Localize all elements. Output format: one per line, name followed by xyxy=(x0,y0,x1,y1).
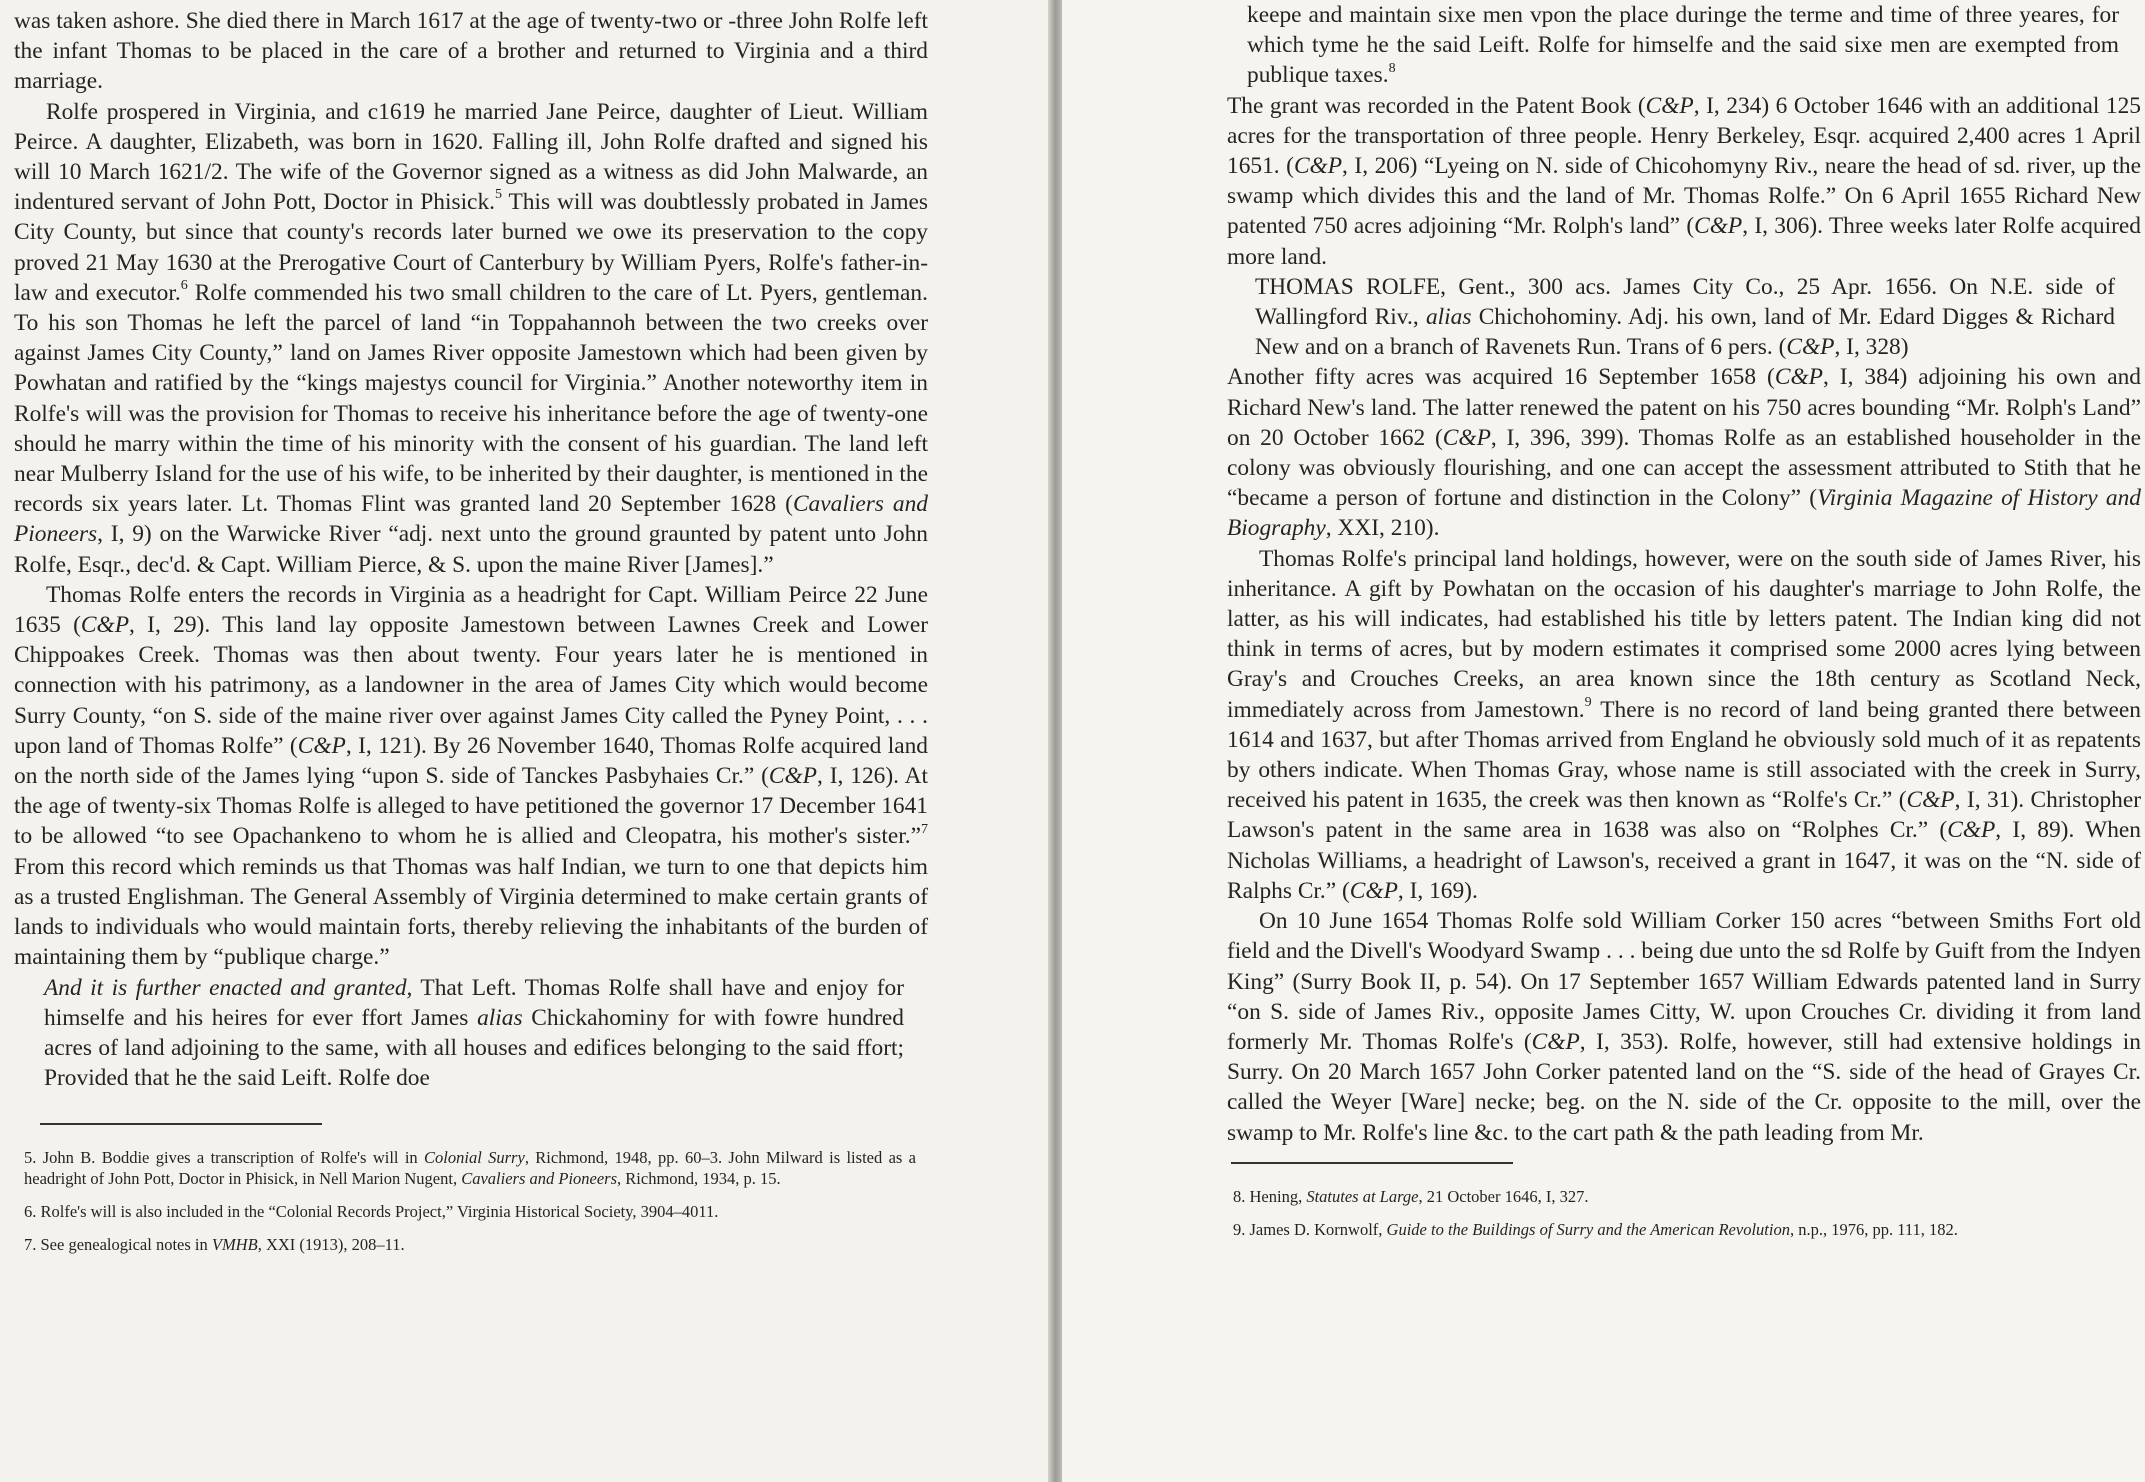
text: , I, 31). Christopher Lawson's patent in the same area in 1638 was also on “Rolphes Cr.” ( xyxy=(1227,787,2142,844)
text: , I, 169). xyxy=(1397,877,1478,904)
italic-abbrev: C&P xyxy=(1645,92,1694,119)
italic-abbrev: C&P xyxy=(297,732,346,759)
italic-text: alias xyxy=(477,1004,523,1031)
paragraph xyxy=(14,580,928,973)
footnote-5 xyxy=(24,1147,916,1189)
text: , Richmond, 1948, pp. 60–3. John Milward is listed as a headright of John Pott, Doctor in Phisick, in Nell Marion Nugent, xyxy=(24,1148,916,1189)
text: , I, 121). By 26 November 1640, Thomas Rolfe acquired land on the north side of the James lying “upon S. side of Tanckes Pasbyhaies Cr.” ( xyxy=(14,732,928,790)
paragraph xyxy=(1227,906,2141,1148)
paragraph xyxy=(14,97,928,580)
italic-abbrev: C&P xyxy=(80,612,129,639)
text: , 21 October 1646, I, 327. xyxy=(1418,1186,1589,1206)
text: 7. See genealogical notes in xyxy=(24,1235,212,1255)
left-page xyxy=(0,0,1052,1482)
statute-quote xyxy=(44,973,904,1094)
text: Chichohominy. Adj. his own, land of Mr. Edard Digges & Richard New and on a branch of Ravenets Run. Trans of 6 pers. ( xyxy=(1255,304,2115,361)
text: Rolfe prospered in Virginia, and c1619 he married Jane Peirce, daughter of Lieut. William Peirce. A daughter, Elizabeth, was born in 1620. Falling ill, John Rolfe drafted and signed his will 10 March 1621/2. The wife of the Governor signed as a witness as did John Malwarde, an indentured servant of John Pott, Doctor in Phisick. xyxy=(14,98,928,216)
italic-title: Cavaliers and Pioneers xyxy=(461,1169,618,1189)
italic-title: Colonial Surry xyxy=(424,1148,525,1168)
italic-abbrev: C&P xyxy=(1694,213,1743,240)
text: , I, 396, 399). Thomas Rolfe as an established householder in the colony was obviously flourishing, and one can accept the assessment attributed to Stith that he “became a person of fortune and distinction in the Colony” ( xyxy=(1227,424,2141,512)
italic-title: VMHB xyxy=(211,1235,258,1255)
text: There is no record of land being granted there between 1614 and 1637, but after Thomas arrived from England he obviously sold much of it as repatents by others indicate. When Thomas Gray, whose name is still associated with the creek in Surry, received his patent in 1635, the creek was then known as “Rolfe's Cr.” ( xyxy=(1227,696,2141,814)
text: keepe and maintain sixe men vpon the place duringe the terme and time of three yeares, for which tyme he the said Leift. Rolfe for himselfe and the said sixe men are exempted from publique taxes. xyxy=(1247,2,2119,89)
italic-text: alias xyxy=(1425,304,1472,331)
text: , I, 126). At the age of twenty-six Thomas Rolfe is alleged to have petitioned the governor 17 December 1641 to be allowed “to see Opachankeno to whom he is allied and Cleopatra, his mother's sister.” xyxy=(14,763,928,850)
paragraph xyxy=(1227,544,2141,906)
right-body-text-2 xyxy=(1227,362,2141,1147)
italic-title: Statutes at Large xyxy=(1306,1186,1419,1206)
italic-text: And it is further enacted and granted, xyxy=(44,974,413,1001)
text: , I, 384) adjoining his own and Richard New's land. The latter renewed the patent on his 750 acres bounding “Mr. Rolph's Land” on 20 October 1662 ( xyxy=(1227,364,2142,451)
text: Thomas Rolfe's principal land holdings, however, were on the south side of James River, his inheritance. A gift by Powhatan on the occasion of his daughter's marriage to John Rolfe, the latter, as his will indicates, had established his title by letters patent. The Indian king did not think in terms of acres, but by modern estimates it comprised some 2000 acres lying between Gray's and Crouches Creeks, an area known since the 18th century as Scotland Neck, immediately across from Jamestown. xyxy=(1227,545,2141,723)
italic-abbrev: C&P xyxy=(1947,817,1996,844)
italic-abbrev: C&P xyxy=(1349,877,1398,904)
text: , XXI, 210). xyxy=(1325,515,1440,542)
text: 5. John B. Boddie gives a transcription of Rolfe's will in xyxy=(24,1148,425,1168)
text: Chickahominy for with fowre hundred acres of land adjoining to the same, with all houses and edifices belonging to the said ffort; Provided that he the said Leift. Rolfe doe xyxy=(44,1004,904,1092)
text: THOMAS ROLFE, Gent., 300 acs. James City Co., 25 Apr. 1656. On N.E. side of Wallingford Riv., xyxy=(1255,273,2115,331)
text: This will was doubtlessly probated in James City County, but since that county's records later burned we owe its preservation to the copy proved 21 May 1630 at the Prerogative Court of Canterbury by William Pyers, Rolfe's father-in-law and executor. xyxy=(14,189,928,306)
text: , XXI (1913), 208–11. xyxy=(257,1235,405,1255)
italic-abbrev: C&P xyxy=(768,763,817,790)
right-footnotes xyxy=(1233,1186,2145,1240)
right-body-text xyxy=(1227,91,2141,272)
italic-abbrev: C&P xyxy=(1774,364,1823,391)
left-body-text xyxy=(14,6,928,973)
italic-title: Virginia Magazine of History and Biography xyxy=(1227,485,2141,542)
footnote-9 xyxy=(1233,1219,2145,1240)
text: On 10 June 1654 Thomas Rolfe sold William Corker 150 acres “between Smiths Fort old field and the Divell's Woodyard Swamp . . . being due unto the sd Rolfe by Guift from the Indyen King” (Surry Book II, p. 54). On 17 September 1657 William Edwards patented land in Surry “on S. side of James Riv., opposite James Citty, W. upon Crouches Cr. dividing it from land formerly Mr. Thomas Rolfe's ( xyxy=(1227,908,2141,1055)
text: , I, 206) “Lyeing on N. side of Chicohomyny Riv., neare the head of sd. river, up the swamp which divides this and the land of Mr. Thomas Rolfe.” On 6 April 1655 Richard New patented 750 acres adjoining “Mr. Rolph's land” ( xyxy=(1227,153,2141,240)
footnote-8 xyxy=(1233,1186,2145,1207)
italic-abbrev: C&P xyxy=(1906,787,1955,814)
text: , Richmond, 1934, p. 15. xyxy=(617,1169,781,1189)
footnote-ref: 6 xyxy=(180,278,188,294)
footnote-ref: 8 xyxy=(1388,60,1396,76)
text: was taken ashore. She died there in March 1617 at the age of twenty-two or -three John Rolfe left the infant Thomas to be placed in the care of a brother and returned to Virginia and a third marriage. xyxy=(14,8,928,95)
text: 9. James D. Kornwolf, xyxy=(1233,1219,1387,1239)
italic-abbrev: C&P xyxy=(1531,1028,1580,1055)
paragraph xyxy=(14,6,928,97)
text: Another fifty acres was acquired 16 September 1658 ( xyxy=(1227,364,1775,391)
text: Thomas Rolfe enters the records in Virginia as a headright for Capt. William Peirce 22 June 1635 ( xyxy=(14,581,928,639)
footnote-ref: 9 xyxy=(1584,694,1592,710)
statute-quote-continued xyxy=(1247,0,2119,91)
italic-abbrev: C&P xyxy=(1293,153,1343,180)
patent-quote xyxy=(1255,272,2115,363)
right-page xyxy=(1062,0,2145,1482)
text: 6. Rolfe's will is also included in the “Colonial Records Project,” Virginia Historical Society, 3904–4011. xyxy=(24,1202,719,1222)
italic-title: Cavaliers and Pioneers xyxy=(14,491,928,548)
footnote-7 xyxy=(24,1234,916,1255)
left-footnotes xyxy=(24,1147,916,1255)
footnote-rule xyxy=(40,1123,322,1125)
paragraph xyxy=(1227,91,2141,272)
text: , I, 306). Three weeks later Rolfe acquired more land. xyxy=(1227,213,2141,270)
footnote-ref: 5 xyxy=(495,187,502,203)
text: 8. Hening, xyxy=(1233,1186,1307,1206)
text: , I, 9) on the Warwicke River “adj. next unto the ground graunted by patent unto John Rolfe, Esqr., dec'd. & Capt. William Pierce, & S. upon the maine River [James].” xyxy=(14,521,928,578)
italic-abbrev: C&P xyxy=(1786,334,1835,361)
text: , I, 29). This land lay opposite Jamestown between Lawnes Creek and Lower Chippoakes Creek. Thomas was then about twenty. Four years later he is mentioned in connection with his patrimony, as a landowner in the area of James City which would become Surry County, “on S. side of the maine river over against James City called the Pyney Point, . . . upon land of Thomas Rolfe” ( xyxy=(14,612,928,759)
text: , I, 353). Rolfe, however, still had extensive holdings in Surry. On 20 March 1657 John Corker patented land on the “S. side of the head of Grayes Cr. called the Weyer [Ware] necke; beg. on the N. side of the Cr. opposite to the mill, over the swamp to Mr. Rolfe's line &c. to the cart path & the path leading from Mr. xyxy=(1227,1028,2141,1146)
text: That Left. Thomas Rolfe shall have and enjoy for himselfe and his heires for ever ffort James xyxy=(44,974,904,1031)
text: From this record which reminds us that Thomas was half Indian, we turn to one that depicts him as a trusted Englishman. The General Assembly of Virginia determined to make certain grants of lands to individuals who would maintain forts, thereby relieving the inhabitants of the burden of maintaining them by “publique charge.” xyxy=(14,853,928,971)
italic-title: Guide to the Buildings of Surry and the American Revolution xyxy=(1386,1219,1790,1239)
text: , I, 234) 6 October 1646 with an additional 125 acres for the transportation of three people. Henry Berkeley, Esqr. acquired 2,400 acres 1 April 1651. ( xyxy=(1227,92,2142,180)
italic-abbrev: C&P xyxy=(1442,424,1491,451)
text: The grant was recorded in the Patent Book ( xyxy=(1227,92,1646,119)
footnote-ref: 7 xyxy=(921,821,928,837)
text: Rolfe commended his two small children to the care of Lt. Pyers, gentleman. To his son Thomas he left the parcel of land “in Toppahannoh between the two creeks over against James City County,” land on James River opposite Jamestown which had been given by Powhatan and ratified by the “kings majestys council for Virginia.” Another noteworthy item in Rolfe's will was the provision for Thomas to receive his inheritance before the age of twenty-one should he marry within the time of his minority with the consent of his guardian. The land left near Mulberry Island for the use of his wife, to be inherited by their daughter, is mentioned in the records six years later. Lt. Thomas Flint was granted land 20 September 1628 ( xyxy=(14,279,928,518)
paragraph xyxy=(1227,362,2141,543)
text: , I, 328) xyxy=(1834,334,1909,361)
text: , n.p., 1976, pp. 111, 182. xyxy=(1789,1219,1958,1239)
footnote-6 xyxy=(24,1201,916,1222)
text: , I, 89). When Nicholas Williams, a headright of Lawson's, received a grant in 1647, it was on the “N. side of Ralphs Cr.” ( xyxy=(1227,817,2142,904)
footnote-rule xyxy=(1231,1162,1513,1164)
